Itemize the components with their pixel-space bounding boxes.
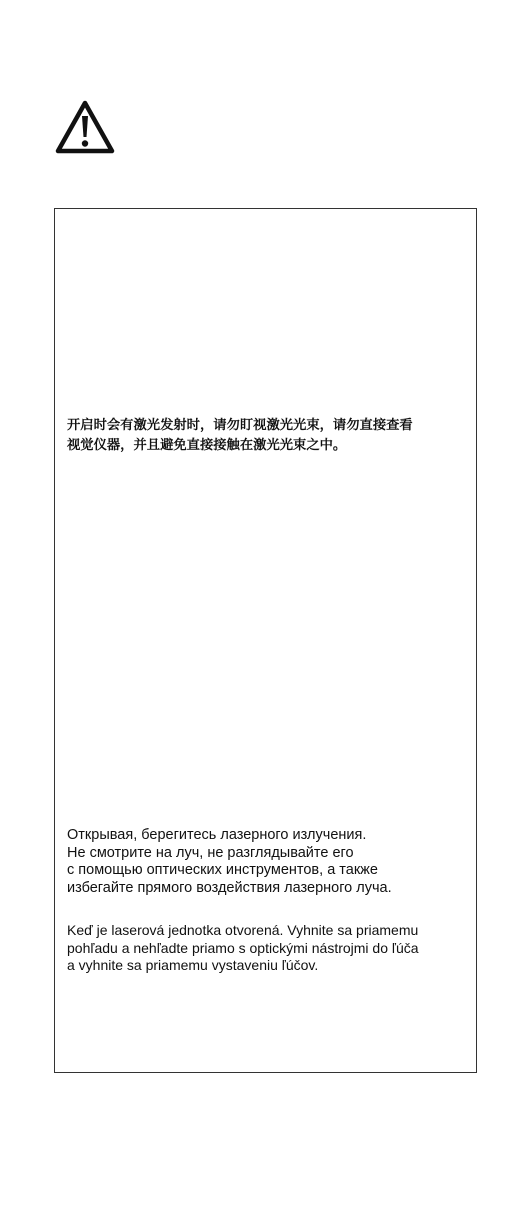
slovak-warning-text bbox=[67, 922, 468, 975]
chinese-warning-text bbox=[67, 416, 468, 456]
warning-line: 视觉仪器，并且避免直接接触在激光光束之中。 bbox=[67, 438, 347, 453]
russian-warning-text bbox=[67, 827, 468, 897]
warning-line: 开启时会有激光发射时，请勿盯视激光光束，请勿直接查看 bbox=[67, 418, 413, 433]
warning-line: Keď je laserová jednotka otvorená. Vyhnite sa priamemu bbox=[67, 922, 419, 938]
warning-triangle-icon bbox=[54, 98, 116, 156]
warning-line: Открывая, берегитесь лазерного излучения. bbox=[67, 827, 367, 843]
laser-warning-panel bbox=[54, 208, 477, 1073]
warning-line: избегайте прямого воздействия лазерного луча. bbox=[67, 879, 392, 896]
warning-line: pohľadu a nehľadte priamo s optickými nástrojmi do ľúča bbox=[67, 939, 419, 956]
warning-line: Не смотрите на луч, не разглядывайте его bbox=[67, 844, 354, 861]
warning-line: a vyhnite sa priamemu vystaveniu ľúčov. bbox=[67, 957, 319, 973]
warning-line: с помощью оптических инструментов, а также bbox=[67, 862, 378, 878]
